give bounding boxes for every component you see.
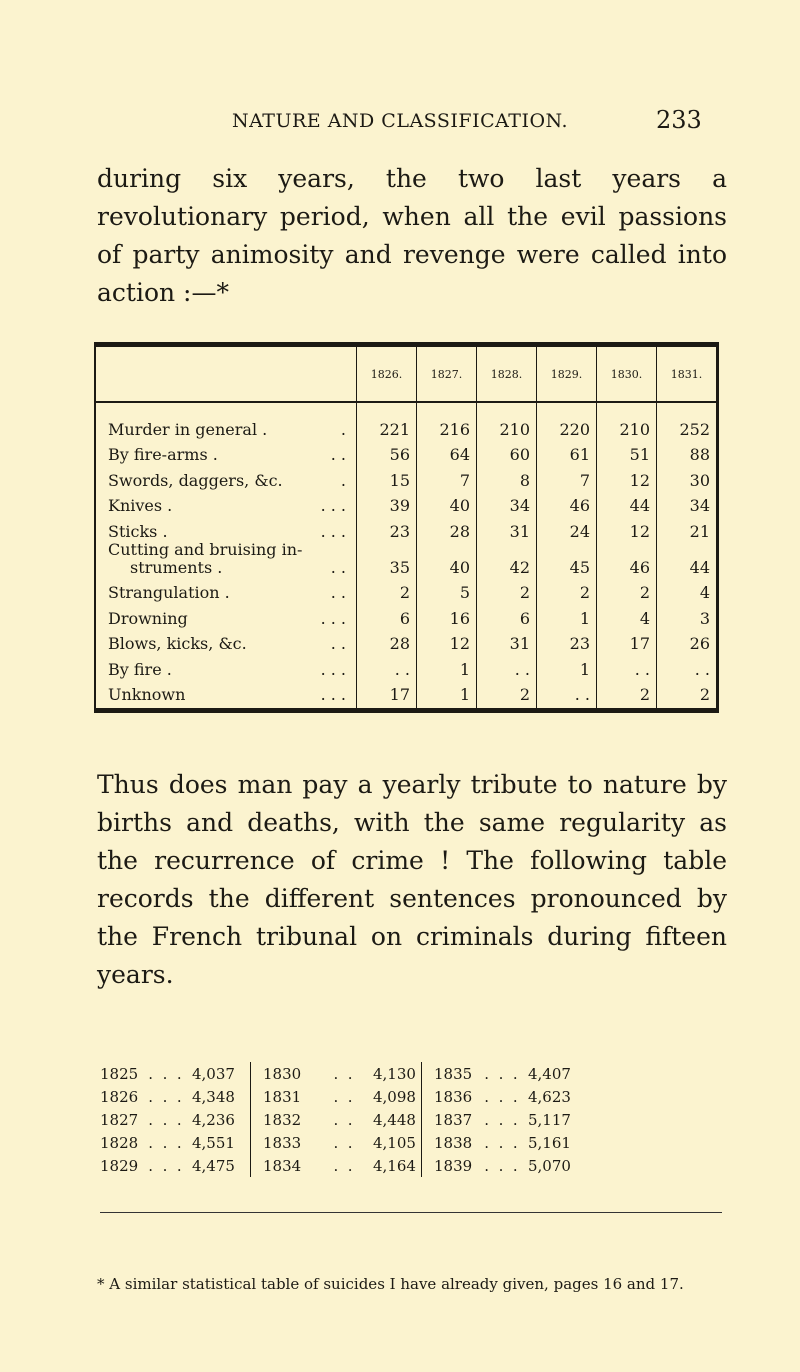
cell-value: 28 (357, 628, 417, 654)
row-label-text: Strangulation . (108, 583, 230, 602)
table-row (95, 577, 718, 603)
leader-dots: . (340, 470, 346, 490)
column-divider (251, 1062, 264, 1085)
row-label-text: Drowning (108, 608, 188, 628)
cell-value: 56 (357, 439, 417, 465)
cell-value: . . (537, 679, 597, 711)
cell-value: 28 (417, 515, 477, 541)
leader-dots: . . . (320, 521, 346, 541)
cell-value: 64 (417, 439, 477, 465)
sentence-count: 4,130 (373, 1064, 416, 1083)
sentence-count: 4,551 (192, 1133, 235, 1152)
table-row (95, 402, 718, 439)
cell-value: 40 (417, 541, 477, 577)
column-divider (422, 1062, 435, 1085)
page-number: 233 (656, 106, 702, 134)
cell-value: 210 (597, 402, 657, 439)
table-row (95, 541, 718, 577)
cell-value: 26 (657, 628, 718, 654)
table-row (100, 1085, 634, 1108)
cell-value: 4 (657, 577, 718, 603)
year-entry (434, 1108, 634, 1131)
cell-value: 2 (537, 577, 597, 603)
sentence-count: 4,164 (373, 1156, 416, 1175)
year: 1828 (100, 1133, 139, 1152)
table-row (95, 628, 718, 654)
cell-value: 2 (357, 577, 417, 603)
sentence-count: 5,070 (528, 1156, 571, 1175)
row-label (95, 541, 357, 577)
leader-dots: . . . (484, 1087, 518, 1106)
leader-dots: . . . (148, 1087, 182, 1106)
leader-dots: . . . (484, 1133, 518, 1152)
leader-dots: . . (330, 557, 346, 577)
cell-value: 23 (357, 515, 417, 541)
cell-value: 34 (477, 490, 537, 516)
row-label-text: Murder in general . (108, 419, 268, 439)
cell-value: 8 (477, 464, 537, 490)
year: 1838 (434, 1133, 473, 1152)
paragraph-tribute: Thus does man pay a yearly tribute to nature by births and deaths, with the same regularity as the recurrence of crime ! The following table records the different sentences pronounced by the French tribunal on criminals during fifteen years. (97, 770, 727, 989)
leader-dots: . . (330, 583, 346, 602)
year-header: 1827. (417, 345, 477, 403)
footnote: * A similar statistical table of suicides I have already given, pages 16 and 17. (97, 1275, 684, 1293)
leader-dots: . . (333, 1133, 353, 1152)
cell-value: 6 (357, 602, 417, 628)
leader-dots: . . (333, 1087, 353, 1106)
cell-value: 1 (417, 679, 477, 711)
table-row (100, 1154, 634, 1177)
sentences-table (100, 1062, 634, 1177)
cell-value: 16 (417, 602, 477, 628)
row-label-line2: struments . (130, 557, 223, 577)
cell-value: 40 (417, 490, 477, 516)
row-label-text: Knives . (108, 496, 173, 515)
cell-value: 7 (537, 464, 597, 490)
leader-dots: . . (333, 1156, 353, 1175)
cell-value: 31 (477, 628, 537, 654)
leader-dots: . . (330, 445, 346, 464)
cell-value: 88 (657, 439, 718, 465)
table-row (95, 515, 718, 541)
leader-dots: . . . (148, 1064, 182, 1083)
cell-value: 2 (477, 679, 537, 711)
cell-value: 39 (357, 490, 417, 516)
crime-weapons-table (94, 342, 719, 713)
leader-dots: . . . (148, 1156, 182, 1175)
cell-value: 44 (597, 490, 657, 516)
year: 1834 (263, 1156, 302, 1175)
cell-value: 42 (477, 541, 537, 577)
cell-value: 51 (597, 439, 657, 465)
year-header: 1828. (477, 345, 537, 403)
cell-value: 60 (477, 439, 537, 465)
cell-value: 2 (477, 577, 537, 603)
leader-dots: . . . (148, 1133, 182, 1152)
sentence-count: 4,407 (528, 1064, 571, 1083)
cell-value: . . (597, 653, 657, 679)
cell-value: . . (477, 653, 537, 679)
cell-value: 2 (657, 679, 718, 711)
cell-value: 21 (657, 515, 718, 541)
leader-dots: . . (330, 634, 346, 653)
year: 1835 (434, 1064, 473, 1083)
table-row (95, 602, 718, 628)
cell-value: 31 (477, 515, 537, 541)
row-label-text: By fire . (108, 659, 172, 679)
leader-dots: . . . (320, 496, 346, 515)
column-divider (251, 1154, 264, 1177)
cell-value: 252 (657, 402, 718, 439)
year-header: 1829. (537, 345, 597, 403)
cell-value: 30 (657, 464, 718, 490)
cell-value: 24 (537, 515, 597, 541)
row-label-text: Sticks . (108, 521, 168, 541)
leader-dots: . . . (484, 1156, 518, 1175)
column-divider (422, 1085, 435, 1108)
year: 1825 (100, 1064, 139, 1083)
table-row (95, 439, 718, 465)
sentence-count: 5,117 (528, 1110, 571, 1129)
leader-dots: . . . (484, 1064, 518, 1083)
cell-value: . . (657, 653, 718, 679)
cell-value: 46 (537, 490, 597, 516)
year-entry (100, 1131, 251, 1154)
year: 1837 (434, 1110, 473, 1129)
leader-dots: . . . (484, 1110, 518, 1129)
table-row (100, 1131, 634, 1154)
cell-value: 46 (597, 541, 657, 577)
row-label (95, 402, 357, 439)
row-label (95, 577, 357, 603)
cell-value: 216 (417, 402, 477, 439)
year: 1836 (434, 1087, 473, 1106)
cell-value: 35 (357, 541, 417, 577)
table-row (95, 464, 718, 490)
row-label-line1: Cutting and bruising in- (108, 539, 303, 559)
year: 1829 (100, 1156, 139, 1175)
year-entry (100, 1108, 251, 1131)
cell-value: 4 (597, 602, 657, 628)
cell-value: 7 (417, 464, 477, 490)
year-entry (100, 1062, 251, 1085)
row-label-text: Unknown (108, 685, 186, 704)
cell-value: 34 (657, 490, 718, 516)
sentence-count: 4,236 (192, 1110, 235, 1129)
cell-value: 12 (597, 515, 657, 541)
year: 1833 (263, 1133, 302, 1152)
year-header: 1826. (357, 345, 417, 403)
row-label-text: Blows, kicks, &c. (108, 634, 247, 653)
sentence-count: 5,161 (528, 1133, 571, 1152)
table-row (95, 490, 718, 516)
cell-value: 45 (537, 541, 597, 577)
sentence-count: 4,098 (373, 1087, 416, 1106)
row-label (95, 628, 357, 654)
cell-value: 6 (477, 602, 537, 628)
column-divider (422, 1131, 435, 1154)
year: 1831 (263, 1087, 302, 1106)
year-header: 1830. (597, 345, 657, 403)
sentence-count: 4,037 (192, 1064, 235, 1083)
year: 1827 (100, 1110, 139, 1129)
cell-value: 221 (357, 402, 417, 439)
year: 1832 (263, 1110, 302, 1129)
year-entry (100, 1085, 251, 1108)
year: 1826 (100, 1087, 139, 1106)
sentence-count: 4,475 (192, 1156, 235, 1175)
cell-value: 12 (417, 628, 477, 654)
footnote-rule (100, 1212, 722, 1213)
table-row (100, 1108, 634, 1131)
table-row (100, 1062, 634, 1085)
leader-dots: . . . (320, 608, 346, 628)
leader-dots: . . . (320, 685, 346, 704)
year-header: 1831. (657, 345, 718, 403)
running-header (0, 106, 800, 140)
year: 1839 (434, 1156, 473, 1175)
cell-value: 1 (537, 602, 597, 628)
year-entry (263, 1085, 422, 1108)
column-divider (422, 1154, 435, 1177)
cell-value: 210 (477, 402, 537, 439)
table-row (95, 679, 718, 711)
cell-value: 1 (537, 653, 597, 679)
sentence-count: 4,623 (528, 1087, 571, 1106)
cell-value: 5 (417, 577, 477, 603)
row-label (95, 602, 357, 628)
cell-value: 220 (537, 402, 597, 439)
year-entry (434, 1131, 634, 1154)
year-entry (434, 1154, 634, 1177)
column-divider (251, 1131, 264, 1154)
leader-dots: . . (333, 1064, 353, 1083)
leader-dots: . (340, 419, 346, 439)
row-label (95, 439, 357, 465)
year-entry (263, 1062, 422, 1085)
row-label (95, 464, 357, 490)
year: 1830 (263, 1064, 302, 1083)
row-label (95, 490, 357, 516)
year-entry (434, 1085, 634, 1108)
table-header-blank (95, 345, 357, 403)
cell-value: 61 (537, 439, 597, 465)
row-label (95, 679, 357, 711)
cell-value: 17 (597, 628, 657, 654)
cell-value: . . (357, 653, 417, 679)
row-label-text: Swords, daggers, &c. (108, 470, 283, 490)
cell-value: 3 (657, 602, 718, 628)
leader-dots: . . . (148, 1110, 182, 1129)
year-entry (263, 1131, 422, 1154)
running-title: NATURE AND CLASSIFICATION. (231, 110, 569, 132)
sentence-count: 4,448 (373, 1110, 416, 1129)
cell-value: 12 (597, 464, 657, 490)
year-entry (100, 1154, 251, 1177)
cell-value: 2 (597, 577, 657, 603)
sentence-count: 4,105 (373, 1133, 416, 1152)
leader-dots: . . . (320, 659, 346, 679)
year-entry (434, 1062, 634, 1085)
cell-value: 23 (537, 628, 597, 654)
row-label (95, 653, 357, 679)
column-divider (251, 1108, 264, 1131)
year-entry (263, 1154, 422, 1177)
sentence-count: 4,348 (192, 1087, 235, 1106)
cell-value: 1 (417, 653, 477, 679)
leader-dots: . . (333, 1110, 353, 1129)
column-divider (422, 1108, 435, 1131)
cell-value: 44 (657, 541, 718, 577)
year-entry (263, 1108, 422, 1131)
column-divider (251, 1085, 264, 1108)
cell-value: 2 (597, 679, 657, 711)
row-label-text: By fire-arms . (108, 445, 218, 464)
cell-value: 17 (357, 679, 417, 711)
table-row (95, 653, 718, 679)
cell-value: 15 (357, 464, 417, 490)
paragraph-intro: during six years, the two last years a revolutionary period, when all the evil passions of party animosity and revenge were called into action :—* (97, 164, 727, 307)
row-label (95, 515, 357, 541)
